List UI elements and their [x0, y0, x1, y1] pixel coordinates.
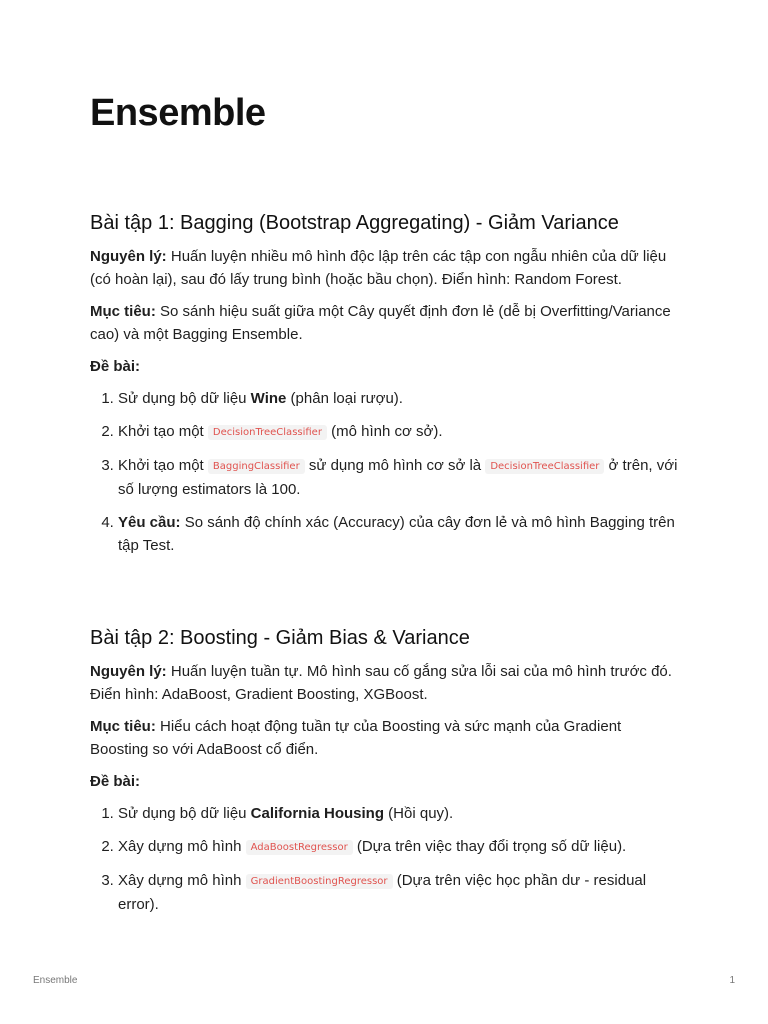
page-title: Ensemble: [90, 92, 266, 134]
footer-page-number: 1: [729, 975, 735, 986]
exercise-2-goal: [90, 715, 680, 761]
exercise-1-goal: [90, 300, 680, 346]
principle-label: Nguyên lý:: [90, 248, 167, 265]
goal-text: Hiểu cách hoạt động tuần tự của Boosting và sức mạnh của Gradient Boosting so với AdaBoost cổ điển.: [90, 718, 622, 758]
inline-code: DecisionTreeClassifier: [485, 459, 604, 474]
principle-text: Huấn luyện nhiều mô hình độc lập trên các tập con ngẫu nhiên của dữ liệu (có hoàn lại), sau đó lấy trung bình (hoặc bầu chọn). Điển hình: Random Forest.: [90, 248, 667, 288]
list-item: 2. Xây dựng mô hình AdaBoostRegressor (Dựa trên việc thay đổi trọng số dữ liệu).: [118, 835, 680, 859]
footer-document-name: Ensemble: [33, 975, 78, 986]
inline-code: GradientBoostingRegressor: [246, 874, 393, 889]
goal-label: Mục tiêu:: [90, 718, 156, 735]
list-item: 4. Yêu cầu: So sánh độ chính xác (Accuracy) của cây đơn lẻ và mô hình Bagging trên tập Test.: [118, 511, 680, 557]
inline-code: DecisionTreeClassifier: [208, 425, 327, 440]
goal-text: So sánh hiệu suất giữa một Cây quyết định đơn lẻ (dễ bị Overfitting/Variance cao) và một Bagging Ensemble.: [90, 303, 671, 343]
inline-code: BaggingClassifier: [208, 459, 305, 474]
goal-label: Mục tiêu:: [90, 303, 156, 320]
exercise-2-principle: [90, 660, 680, 706]
exercise-2-task-list: [90, 802, 680, 916]
principle-label: Nguyên lý:: [90, 663, 167, 680]
exercise-1-task-list: [90, 387, 680, 557]
exercise-2-heading: Bài tập 2: Boosting - Giảm Bias & Variance: [90, 627, 470, 649]
exercise-1-heading: Bài tập 1: Bagging (Bootstrap Aggregating) - Giảm Variance: [90, 212, 619, 234]
exercise-2-task-label: Đề bài:: [90, 773, 141, 790]
exercise-1: [90, 212, 680, 567]
exercise-1-task-label: Đề bài:: [90, 358, 141, 375]
list-item: 3. Khởi tạo một BaggingClassifier sử dụng mô hình cơ sở là DecisionTreeClassifier ở trên, với số lượng estimators là 100.: [118, 454, 680, 501]
inline-code: AdaBoostRegressor: [246, 840, 353, 855]
exercise-1-principle: [90, 245, 680, 291]
principle-text: Huấn luyện tuần tự. Mô hình sau cố gắng sửa lỗi sai của mô hình trước đó. Điển hình: AdaBoost, Gradient Boosting, XGBoost.: [90, 663, 672, 703]
exercise-2: [90, 627, 680, 926]
list-item: 1. Sử dụng bộ dữ liệu California Housing (Hồi quy).: [118, 802, 680, 825]
list-item: 3. Xây dựng mô hình GradientBoostingRegressor (Dựa trên việc học phần dư - residual error).: [118, 869, 680, 916]
list-item: 2. Khởi tạo một DecisionTreeClassifier (mô hình cơ sở).: [118, 420, 680, 444]
list-item: 1. Sử dụng bộ dữ liệu Wine (phân loại rượu).: [118, 387, 680, 410]
